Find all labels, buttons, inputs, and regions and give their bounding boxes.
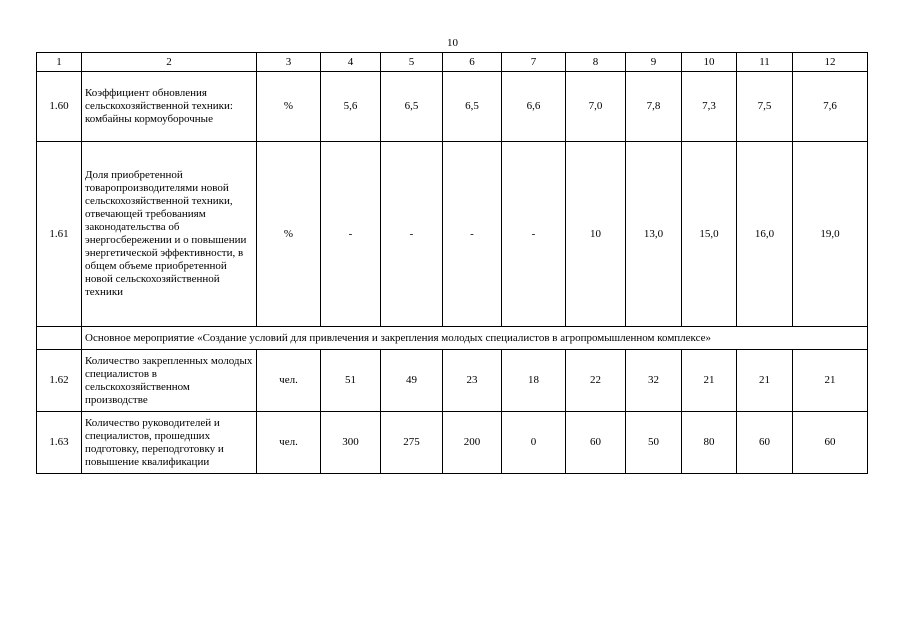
row-unit: чел. <box>257 350 321 412</box>
row-value: - <box>443 142 502 327</box>
column-header: 5 <box>381 53 443 72</box>
column-header: 3 <box>257 53 321 72</box>
section-number-cell <box>37 327 82 350</box>
row-value: - <box>381 142 443 327</box>
row-value: 60 <box>566 412 626 474</box>
row-value: 7,5 <box>737 72 793 142</box>
row-value: 0 <box>502 412 566 474</box>
section-title: Основное мероприятие «Создание условий для привлечения и закрепления молодых специалистов в агропромышленном комплексе» <box>82 327 868 350</box>
row-value: 32 <box>626 350 682 412</box>
row-indicator-name: Доля приобретенной товаропроизводителями новой сельскохозяйственной техники, отвечающей требованиям законодательства об энергосбережении и о повышении энергетической эффективности, в общем объеме приобретенной новой сельскохозяйственной техники <box>82 142 257 327</box>
row-value: 200 <box>443 412 502 474</box>
section-row <box>37 327 868 350</box>
row-unit: % <box>257 72 321 142</box>
row-value: 275 <box>381 412 443 474</box>
row-value: - <box>321 142 381 327</box>
row-value: 7,3 <box>682 72 737 142</box>
row-value: 22 <box>566 350 626 412</box>
row-value: 5,6 <box>321 72 381 142</box>
row-value: 19,0 <box>793 142 868 327</box>
row-indicator-name: Количество закрепленных молодых специалистов в сельскохозяйственном производстве <box>82 350 257 412</box>
row-unit: чел. <box>257 412 321 474</box>
row-value: 7,6 <box>793 72 868 142</box>
column-header: 12 <box>793 53 868 72</box>
row-value: 6,6 <box>502 72 566 142</box>
column-header: 2 <box>82 53 257 72</box>
table-row <box>37 350 868 412</box>
row-number: 1.61 <box>37 142 82 327</box>
column-header: 1 <box>37 53 82 72</box>
row-value: 18 <box>502 350 566 412</box>
row-value: 15,0 <box>682 142 737 327</box>
column-header: 6 <box>443 53 502 72</box>
indicators-table <box>36 52 868 474</box>
table-row <box>37 412 868 474</box>
column-header: 4 <box>321 53 381 72</box>
table-row <box>37 142 868 327</box>
column-header: 7 <box>502 53 566 72</box>
row-number: 1.63 <box>37 412 82 474</box>
row-value: 300 <box>321 412 381 474</box>
row-value: 50 <box>626 412 682 474</box>
row-value: 6,5 <box>443 72 502 142</box>
table-row <box>37 72 868 142</box>
row-number: 1.62 <box>37 350 82 412</box>
header-row <box>37 53 868 72</box>
row-unit: % <box>257 142 321 327</box>
column-header: 9 <box>626 53 682 72</box>
row-value: 60 <box>793 412 868 474</box>
row-value: 21 <box>793 350 868 412</box>
row-value: 23 <box>443 350 502 412</box>
row-indicator-name: Коэффициент обновления сельскохозяйственной техники: комбайны кормоуборочные <box>82 72 257 142</box>
row-value: 51 <box>321 350 381 412</box>
row-value: 21 <box>737 350 793 412</box>
row-value: 6,5 <box>381 72 443 142</box>
column-header: 11 <box>737 53 793 72</box>
column-header: 10 <box>682 53 737 72</box>
column-header: 8 <box>566 53 626 72</box>
row-value: 16,0 <box>737 142 793 327</box>
row-value: 60 <box>737 412 793 474</box>
page-number: 10 <box>447 37 458 49</box>
row-value: - <box>502 142 566 327</box>
row-value: 49 <box>381 350 443 412</box>
row-value: 80 <box>682 412 737 474</box>
row-indicator-name: Количество руководителей и специалистов, прошедших подготовку, переподготовку и повышение квалификации <box>82 412 257 474</box>
row-value: 7,0 <box>566 72 626 142</box>
row-value: 13,0 <box>626 142 682 327</box>
row-value: 21 <box>682 350 737 412</box>
row-number: 1.60 <box>37 72 82 142</box>
row-value: 10 <box>566 142 626 327</box>
row-value: 7,8 <box>626 72 682 142</box>
